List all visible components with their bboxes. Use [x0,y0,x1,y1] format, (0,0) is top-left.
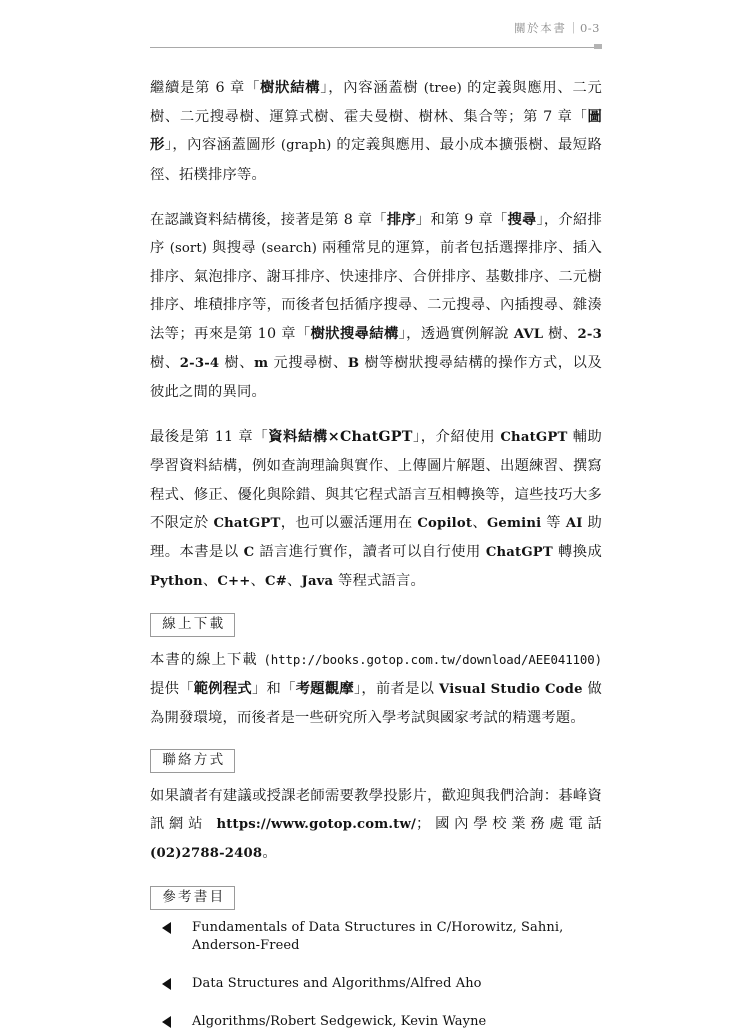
left-triangle-bullet-icon [162,922,171,934]
left-triangle-bullet-icon [162,978,171,990]
running-head-separator: ｜ [567,21,579,35]
running-head-chapter-title: 關於本書 [514,21,567,35]
section-heading-contact: 聯絡方式 [150,749,235,773]
bibliography-item [150,919,602,955]
section-heading-download: 線上下載 [150,613,235,637]
left-triangle-bullet-icon [162,1016,171,1028]
paragraph-chapter-6-7: 繼續是第 6 章「樹狀結構」，內容涵蓋樹 (tree) 的定義與應用、二元樹、二元搜尋樹、運算式樹、霍夫曼樹、樹林、集合等；第 7 章「圖形」，內容涵蓋圖形 (graph) 的定義與應用、最小成本擴張樹、最短路徑、拓樸排序等。 [150,80,603,183]
section-contact [150,749,602,773]
bibliography-item-text: Data Structures and Algorithms/Alfred Aho [192,975,482,991]
page-folio: 0-3 [579,21,600,35]
content-column [150,74,602,1031]
paragraph-download: 本書的線上下載 (http://books.gotop.com.tw/download/AEE041100) 提供「範例程式」和「考題觀摩」，前者是以 Visual Studio Code 做為開發環境，而後者是一些研究所入學考試與國家考試的精選考題。 [150,652,602,726]
paragraph-chapter-8-10: 在認識資料結構後，接著是第 8 章「排序」和第 9 章「搜尋」，介紹排序 (sort) 與搜尋 (search) 兩種常見的運算，前者包括選擇排序、插入排序、氣泡排序、謝耳排序、快速排序、合併排序、基數排序、二元樹排序、堆積排序等，而後者包括循序搜尋、二元搜尋、內插搜尋、雜湊法等；再來是第 10 章「樹狀搜尋結構」，透過實例解說 AVL 樹、2-3 樹、2-3-4 樹、m 元搜尋樹、B 樹等樹狀搜尋結構的操作方式，以及彼此之間的異同。 [150,211,603,401]
paragraph-contact: 如果讀者有建議或授課老師需要教學投影片，歡迎與我們洽詢：碁峰資訊網站 https://www.gotop.com.tw/；國內學校業務處電話 (02)2788-2408。 [150,788,602,862]
bibliography-list [150,919,602,1031]
section-heading-bibliography: 參考書目 [150,886,235,910]
header-rule-line [150,47,600,48]
bibliography-item-text: Fundamentals of Data Structures in C/Horowitz, Sahni, Anderson-Freed [192,919,564,953]
header-rule-end-marker [594,44,602,49]
bibliography-item-text: Algorithms/Robert Sedgewick, Kevin Wayne [192,1013,487,1029]
paragraph-chapter-11: 最後是第 11 章「資料結構×ChatGPT」，介紹使用 ChatGPT 輔助學習資料結構，例如查詢理論與實作、上傳圖片解題、出題練習、撰寫程式、修正、優化與除錯、與其它程式語言互相轉換等，這些技巧大多不限定於 ChatGPT，也可以靈活運用在 Copilot、Gemini 等 AI 助理。本書是以 C 語言進行實作，讀者可以自行使用 ChatGPT 轉換成 Python、C++、C#、Java 等程式語言。 [150,429,603,590]
section-bibliography [150,886,602,910]
running-head [150,20,600,36]
bibliography-item [150,1013,602,1031]
header-rule [150,45,600,51]
bibliography-item [150,975,602,993]
section-download [150,613,602,637]
